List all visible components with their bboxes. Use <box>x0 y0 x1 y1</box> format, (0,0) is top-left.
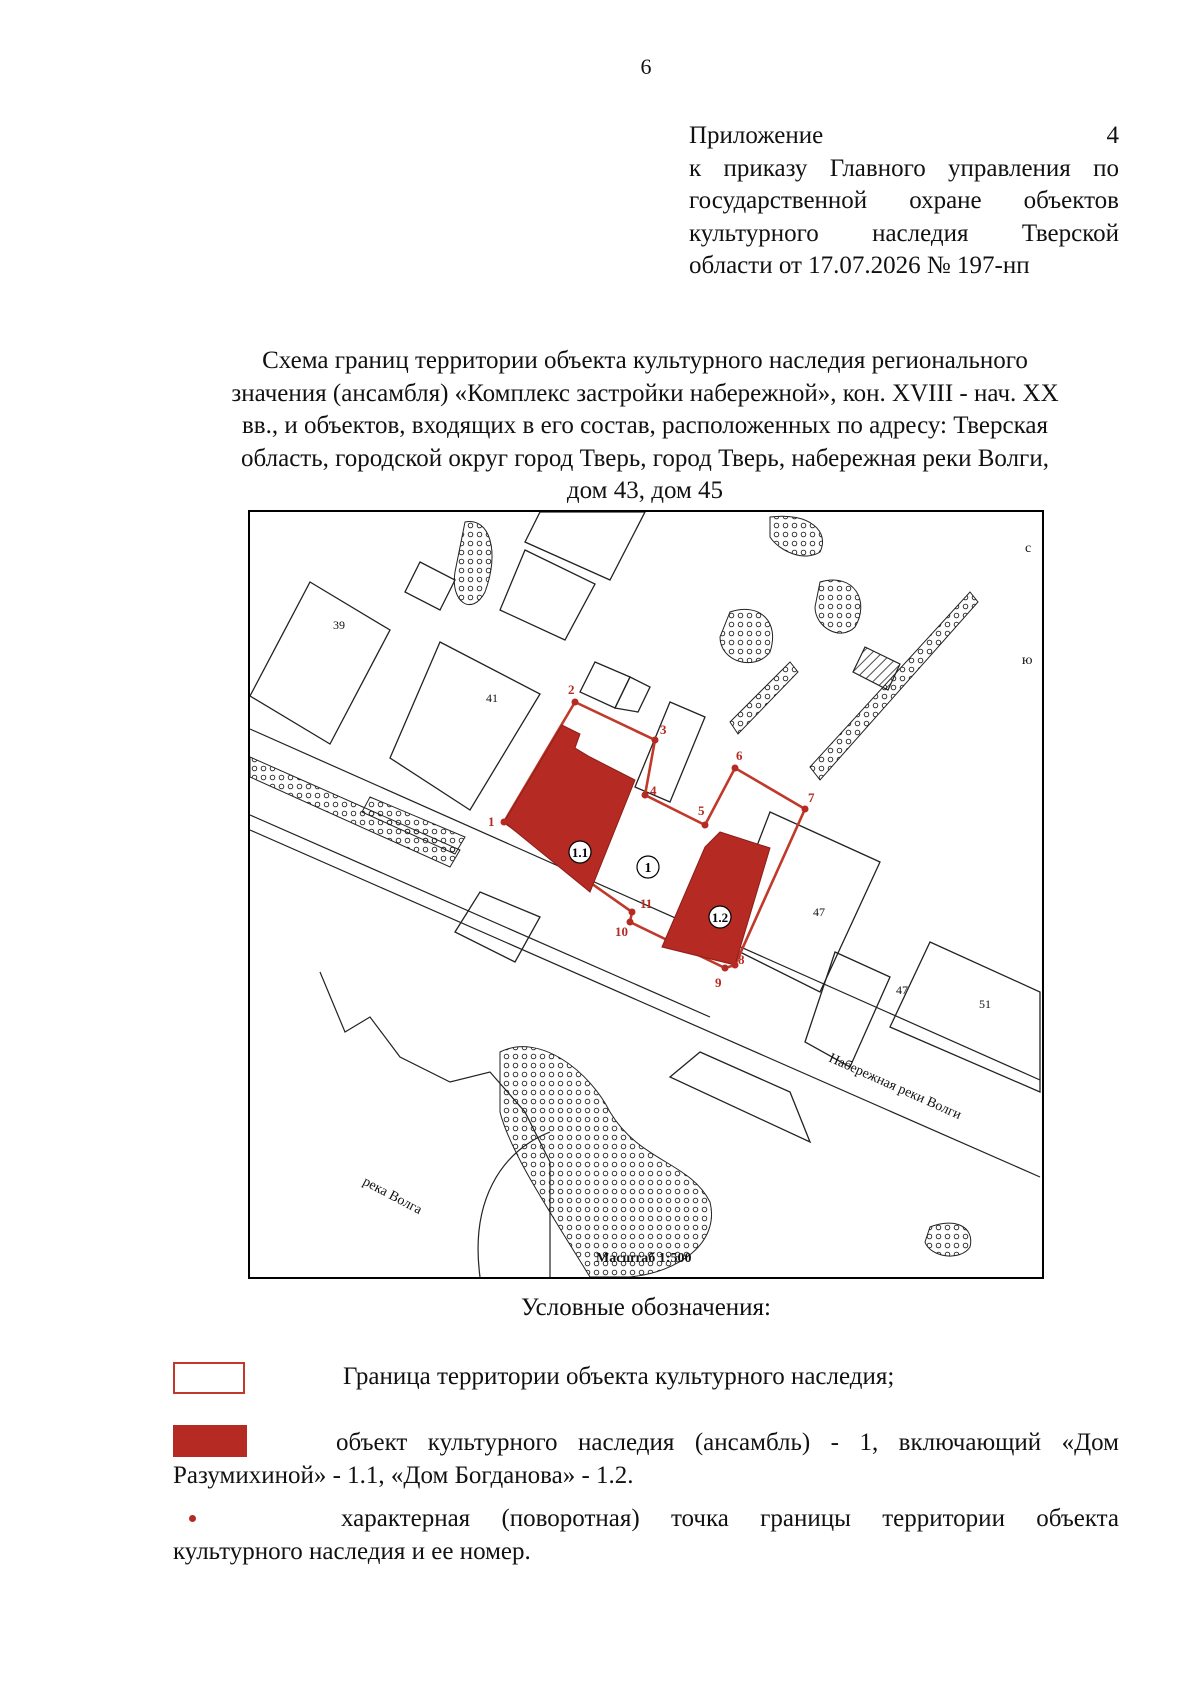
object-1-2 <box>662 832 770 965</box>
green-area <box>925 1223 971 1256</box>
page-number: 6 <box>640 54 652 79</box>
street-line-mid <box>250 815 710 1017</box>
building-41 <box>390 642 540 810</box>
title-line: вв., и объектов, входящих в его состав, расположенных по адресу: Тверская <box>241 412 1048 439</box>
edge-letter: ю <box>1022 653 1033 668</box>
street-label: Набережная реки Волги <box>826 1050 964 1123</box>
point-number: 1 <box>488 814 495 829</box>
building-number: 39 <box>333 618 345 632</box>
title-line: дом 43, дом 45 <box>566 477 724 504</box>
point-number: 2 <box>568 682 575 697</box>
object-swatch <box>173 1425 247 1457</box>
turning-point-dot <box>802 806 809 813</box>
turning-point-dot <box>732 765 739 772</box>
street-line-lower <box>250 830 1040 1177</box>
green-area <box>454 522 492 605</box>
turning-point-dot <box>652 737 659 744</box>
boundary-swatch <box>173 1362 245 1394</box>
point-number: 3 <box>660 722 667 737</box>
green-strip <box>250 757 460 867</box>
label-object-1-1: 1.1 <box>571 845 589 860</box>
building-small-a <box>405 562 455 610</box>
legend-point-text: характерная (поворотная) точка границы территории объекта культурного наследия и ее номер. <box>173 1505 1119 1565</box>
point-number: 11 <box>640 896 653 911</box>
building-number: 51 <box>979 997 991 1011</box>
turning-point-dot <box>642 792 649 799</box>
point-number: 5 <box>698 803 705 818</box>
building-top-a <box>500 550 595 640</box>
building-39 <box>250 582 390 744</box>
legend-row-boundary <box>173 1360 1119 1393</box>
legend-title: Условные обозначения: <box>520 1294 772 1321</box>
appendix-line: к приказу Главного управления по <box>689 154 1119 182</box>
title-line: значения (ансамбля) «Комплекс застройки набережной», кон. XVIII - нач. XX <box>231 379 1059 407</box>
green-area <box>770 516 823 556</box>
appendix-line: государственной охране объектов <box>689 187 1119 214</box>
point-number: 8 <box>738 952 745 967</box>
document-title <box>150 345 1140 508</box>
river-label: река Волга <box>360 1174 425 1218</box>
legend-boundary-text: Граница территории объекта культурного наследия; <box>343 1363 895 1390</box>
point-number: 7 <box>808 790 815 805</box>
appendix-line: Приложение 4 <box>689 122 1119 149</box>
point-number: 9 <box>715 975 722 990</box>
label-object-1-2: 1.2 <box>711 910 729 925</box>
turning-point-dot <box>722 965 729 972</box>
turning-point-dot <box>702 822 709 829</box>
title-line: область, городской округ город Тверь, город Тверь, набережная реки Волги, <box>241 444 1049 472</box>
green-areas <box>250 516 978 1277</box>
building-shore <box>670 1052 810 1142</box>
boundary-map <box>248 510 1044 1279</box>
point-number: 4 <box>650 783 657 798</box>
building-garage-a <box>580 662 630 708</box>
building-top-b <box>525 512 645 580</box>
appendix-line: области от 17.07.2026 № 197-нп <box>689 252 1030 279</box>
scale-label: Масштаб 1:500 <box>596 1251 692 1266</box>
building-number: 47 <box>813 905 825 919</box>
legend-row-point <box>173 1502 1119 1568</box>
label-ensemble-1: 1 <box>644 861 652 876</box>
edge-letter: с <box>1025 541 1032 556</box>
point-swatch <box>189 1515 196 1522</box>
point-number: 6 <box>736 748 743 763</box>
title-line: Схема границ территории объекта культурного наследия регионального <box>262 347 1028 374</box>
turning-point-dot <box>572 699 579 706</box>
green-area <box>815 580 861 633</box>
turning-point-dot <box>629 909 636 916</box>
building-number: 47 <box>896 983 908 997</box>
appendix-line: культурного наследия Тверской <box>689 219 1119 247</box>
object-1-1 <box>504 725 635 892</box>
green-strip <box>730 662 798 734</box>
building-47b <box>805 952 890 1067</box>
green-area <box>720 609 773 662</box>
appendix-block <box>689 120 1119 283</box>
building-garage-b <box>615 677 650 712</box>
map-svg <box>250 512 1042 1277</box>
turning-point-dot <box>501 819 508 826</box>
legend-object-text: объект культурного наследия (ансамбль) - 1, включающий «Дом Разумихиной» - 1.1, «Дом Богданова» - 1.2. <box>173 1429 1119 1489</box>
building-number: 41 <box>486 691 498 705</box>
point-number: 10 <box>615 924 628 939</box>
legend-row-object <box>173 1426 1119 1492</box>
